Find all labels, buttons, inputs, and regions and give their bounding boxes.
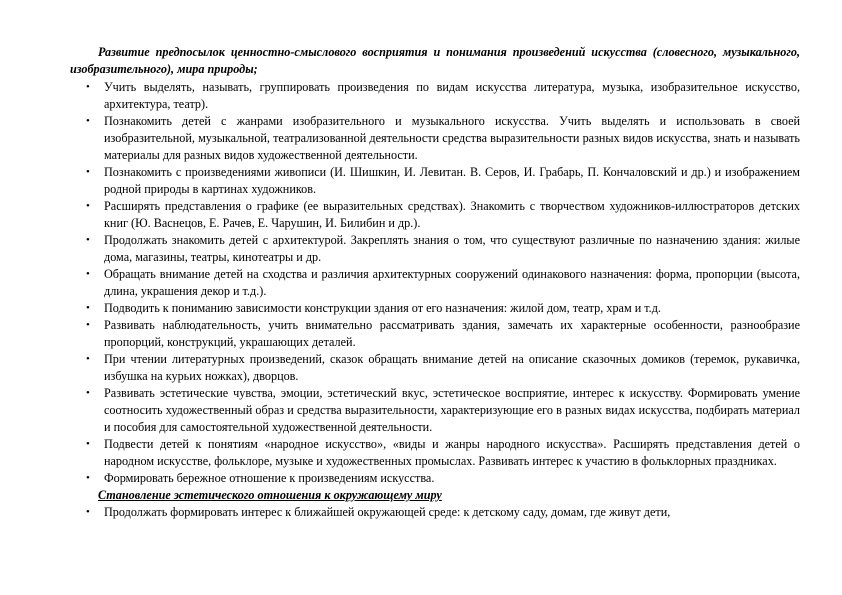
bullet-icon: • [86,438,90,450]
bullet-icon: • [86,200,90,212]
list-item [70,164,800,198]
list-item-text: Обращать внимание детей на сходства и различия архитектурных сооружений одинакового назначения: форма, пропорции (высота, длина, украшения декор и т.д.). [104,267,800,298]
list-item [70,266,800,300]
list-item-text: Подводить к пониманию зависимости конструкции здания от его назначения: жилой дом, театр, храм и т.д. [104,301,661,315]
bullet-icon: • [86,387,90,399]
list-item-text: Развивать эстетические чувства, эмоции, эстетический вкус, эстетическое восприятие, интерес к искусству. Формировать умение соотносить художественный образ и средства выразительности, характеризующие его в разных видах искусства, подбирать материал и пособия для самостоятельной художественной деятельности. [104,386,800,434]
bullet-icon: • [86,506,90,518]
bullet-icon: • [86,302,90,314]
list-item [70,232,800,266]
list-item [70,79,800,113]
list-item [70,504,800,521]
list-item-text: Продолжать формировать интерес к ближайшей окружающей среде: к детскому саду, домам, где живут дети, [104,505,671,519]
list-item-text: Расширять представления о графике (ее выразительных средствах). Знакомить с творчеством художников-иллюстраторов детских книг (Ю. Васнецов, Е. Рачев, Е. Чарушин, И. Билибин и др.). [104,199,800,230]
bullet-icon: • [86,166,90,178]
list-item [70,385,800,436]
bullet-icon: • [86,268,90,280]
bullet-icon: • [86,81,90,93]
list-item [70,351,800,385]
bullet-list-2 [70,504,800,521]
bullet-icon: • [86,115,90,127]
bullet-icon: • [86,472,90,484]
section-subheading: Становление эстетического отношения к окружающему миру [98,488,442,502]
list-item [70,436,800,470]
list-item [70,317,800,351]
list-item-text: Познакомить детей с жанрами изобразительного и музыкального искусства. Учить выделять и использовать в своей изобразительной, музыкальной, театрализованной деятельности средства выразительности разных видов искусства, знать и называть материалы для разных видов художественной деятельности. [104,114,800,162]
list-item [70,470,800,487]
bullet-list [70,79,800,487]
section-heading: Развитие предпосылок ценностно-смыслового восприятия и понимания произведений искусства (словесного, музыкального, изобразительного), мира природы; [70,45,800,76]
list-item-text: Формировать бережное отношение к произведениям искусства. [104,471,435,485]
list-item [70,113,800,164]
list-item-text: Учить выделять, называть, группировать произведения по видам искусства литература, музыка, изобразительное искусство, архитектура, театр). [104,80,800,111]
list-item-text: Познакомить с произведениями живописи (И. Шишкин, И. Левитан. В. Серов, И. Грабарь, П. Кончаловский и др.) и изображением родной природы в картинах художников. [104,165,800,196]
list-item-text: Продолжать знакомить детей с архитектурой. Закреплять знания о том, что существуют различные по назначению здания: жилые дома, магазины, театры, кинотеатры и др. [104,233,800,264]
list-item [70,198,800,232]
bullet-icon: • [86,319,90,331]
list-item [70,300,800,317]
list-item-text: Подвести детей к понятиям «народное искусство», «виды и жанры народного искусства». Расширять представления детей о народном искусстве, фольклоре, музыке и художественных промыслах. Развивать интерес к участию в фольклорных праздниках. [104,437,800,468]
bullet-icon: • [86,234,90,246]
list-item-text: Развивать наблюдательность, учить внимательно рассматривать здания, замечать их характерные особенности, разнообразие пропорций, конструкций, украшающих деталей. [104,318,800,349]
list-item-text: При чтении литературных произведений, сказок обращать внимание детей на описание сказочных домиков (теремок, рукавичка, избушка на курьих ножках), дворцов. [104,352,800,383]
document-page [70,44,800,521]
bullet-icon: • [86,353,90,365]
